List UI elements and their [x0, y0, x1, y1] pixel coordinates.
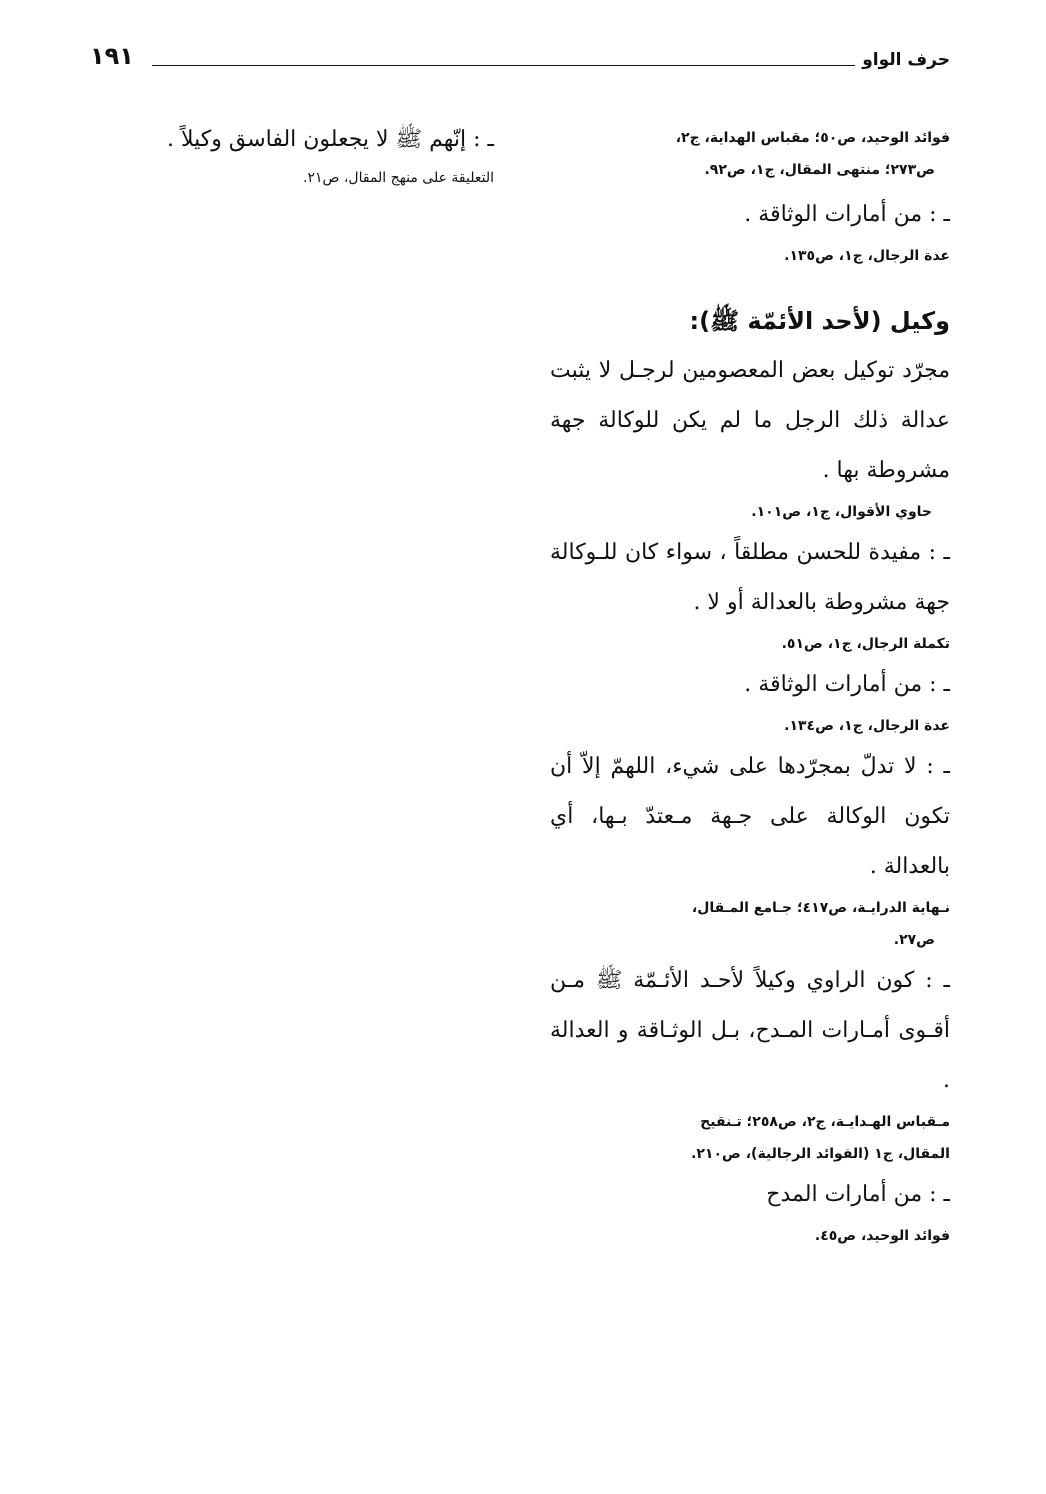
entry-text: مجرّد توكيل بعض المعصومين لرجـل لا يثبت عدالة ذلك الرجل ما لم يكن للوكالة جهة مشروطة بها . — [550, 358, 950, 483]
reference-line: فوائد الوحيد، ص٤٥. — [814, 1228, 950, 1244]
reference-line: تكملة الرجال، ج١، ص٥١. — [781, 636, 950, 652]
running-head-title: حرف الواو — [862, 50, 950, 70]
section-heading: وكيل (لأحد الأئمّة ﷺ): — [689, 307, 950, 335]
reference-line: نـهاية الدرايـة، ص٤١٧؛ جـامع المـقال، — [691, 900, 950, 916]
entry-text: ـ : كون الراوي وكيلاً لأحـد الأئـمّة ﷺ مـن أقـوى أمـارات المـدح، بـل الوثـاقة و العدالة . — [550, 968, 950, 1093]
reference-line: ص٢٧٣؛ منتهى المقال، ج١، ص٩٢. — [704, 162, 935, 178]
reference-line: عدة الرجال، ج١، ص١٣٤. — [784, 718, 950, 734]
entry-text: ـ : إنّهم ﷺ لا يجعلون الفاسق وكيلاً . — [167, 127, 494, 152]
reference-line: مـقباس الهـدايـة، ج٢، ص٢٥٨؛ تـنقيح — [700, 1114, 950, 1130]
reference-line: المقال، ج١ (الفوائد الرجالية)، ص٢١٠. — [691, 1146, 950, 1162]
top-reference — [550, 122, 950, 186]
reference-line: ص٢٧. — [893, 932, 935, 948]
reference-line: حاوي الأقوال، ج١، ص١٠١. — [751, 504, 932, 520]
entry-text: ـ : من أمارات الوثاقة . — [744, 672, 950, 697]
reference-line: فوائد الوحيد، ص٥٠؛ مقباس الهداية، ج٢، — [675, 130, 950, 146]
header-rule — [152, 65, 855, 66]
left-column — [94, 118, 494, 194]
entry-text: ـ : من أمارات الوثاقة . — [744, 202, 950, 227]
reference-line: عدة الرجال، ج١، ص١٣٥. — [784, 248, 950, 264]
page-header — [90, 40, 950, 80]
entry-text: ـ : من أمارات المدح — [766, 1182, 950, 1207]
reference-line: التعليقة على منهج المقال، ص٢١. — [303, 170, 494, 186]
entry-text: ـ : لا تدلّ بمجرّدها على شيء، اللهمّ إلاّ أن تكون الوكالة على جـهة مـعتدّ بـها، أي بالعدالة . — [550, 754, 950, 879]
entry-text: ـ : مفيدة للحسن مطلقاً ، سواء كان للـوكالة جهة مشروطة بالعدالة أو لا . — [550, 540, 950, 615]
page-number: ١٩١ — [90, 42, 134, 70]
right-column — [550, 118, 950, 1252]
